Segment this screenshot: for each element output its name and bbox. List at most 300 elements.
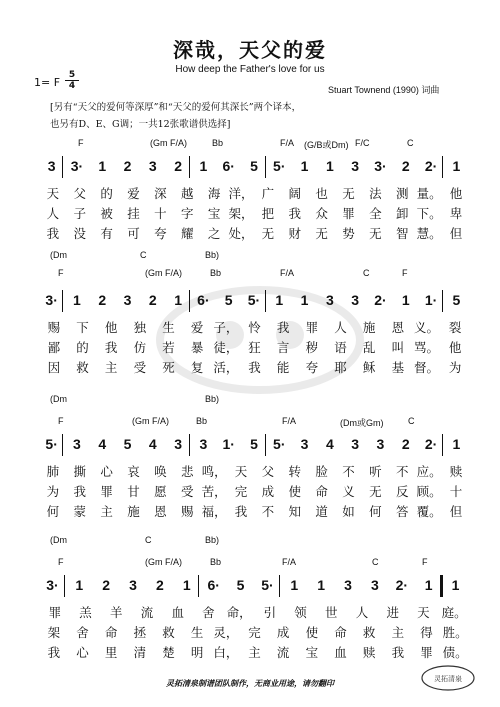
- lyric-char: 徒，: [213, 340, 239, 355]
- lyric-char: 如: [342, 504, 355, 519]
- lyric-char: 我: [248, 360, 261, 375]
- note: 2: [174, 158, 182, 174]
- note: 5: [236, 577, 245, 593]
- lyric-char: 阔: [288, 186, 302, 201]
- lyric-char: 舍: [76, 625, 89, 640]
- lyric-char: 处，: [228, 226, 254, 241]
- lyric-char: 但: [449, 226, 463, 241]
- lyric-char: 我: [73, 484, 87, 499]
- note: 2·: [424, 158, 438, 174]
- chord-label: F/A: [280, 138, 295, 148]
- note: 3: [123, 292, 132, 308]
- lyric-char: 他: [104, 320, 118, 335]
- lyric-char: 稣: [362, 360, 376, 375]
- lyric-char: 心: [100, 464, 113, 479]
- key-signature: 1= F: [34, 76, 61, 89]
- lyric-char: 罪: [48, 605, 62, 620]
- bar-line: [442, 434, 443, 456]
- note: 2: [401, 158, 410, 174]
- lyric-char: 反: [396, 484, 409, 499]
- lyric-char: 怜: [248, 320, 261, 335]
- chord-label: Bb: [212, 138, 224, 148]
- lyric-char: 何: [369, 504, 382, 519]
- note: 5: [452, 292, 461, 308]
- lyric-char: 答: [396, 504, 409, 519]
- chord-label: F: [402, 268, 408, 278]
- lyric-char: 罪: [342, 206, 355, 221]
- note: 1: [73, 292, 81, 308]
- lyric-char: 清: [133, 645, 147, 660]
- lyric-char: 人: [355, 605, 369, 620]
- lyric-char: 因: [47, 360, 61, 375]
- bar-line: [279, 575, 280, 597]
- lyric-char: 叫: [391, 340, 405, 355]
- lyric-char: 天: [417, 605, 430, 620]
- lyric-char: 没: [73, 226, 87, 241]
- lyric-char: 覆。: [416, 504, 442, 519]
- note: 1: [300, 158, 309, 174]
- chord-label: F: [78, 138, 84, 148]
- note: 1: [75, 577, 84, 593]
- lyric-char: 应。: [416, 464, 442, 479]
- page-subtitle: How deep the Father's love for us: [175, 64, 325, 75]
- lyric-char: 暴: [190, 340, 204, 355]
- bar-line: [62, 156, 63, 178]
- lyric-char: 鸣，: [201, 464, 227, 479]
- lyric-char: 督。: [413, 360, 439, 375]
- note: 5·: [45, 436, 58, 452]
- lyric-char: 无: [369, 484, 382, 499]
- lyric-char: 天: [46, 186, 60, 201]
- note: 1: [98, 158, 107, 174]
- note: 3: [371, 577, 379, 593]
- note: 2·: [424, 436, 438, 452]
- bar-line: [189, 156, 190, 178]
- lyric-char: 舍: [202, 605, 215, 620]
- lyric-char: 心: [76, 645, 89, 660]
- author-credit: Stuart Townend (1990) 词曲: [328, 85, 440, 95]
- lyric-char: 无: [315, 226, 328, 241]
- bar-line: [265, 434, 266, 456]
- lyric-char: 下。: [416, 206, 442, 221]
- lyric-char: 之: [207, 226, 221, 241]
- lyric-char: 主: [391, 625, 405, 640]
- lyric-char: 胜。: [442, 625, 468, 640]
- lyric-char: 独: [133, 320, 147, 335]
- lyric-char: 完: [234, 484, 248, 499]
- chord-label: (Dm: [50, 394, 67, 404]
- lyric-char: 众: [315, 206, 328, 221]
- lyric-char: 势: [342, 226, 355, 241]
- lyric-char: 恩: [154, 504, 167, 519]
- lyric-char: 血: [171, 605, 184, 620]
- lyric-char: 楚: [162, 645, 175, 660]
- lyric-char: 我: [46, 226, 60, 241]
- lyric-char: 罪: [100, 484, 113, 499]
- lyric-char: 白，: [213, 645, 239, 660]
- lyric-char: 耶: [334, 360, 347, 375]
- chord-label: Bb: [210, 268, 222, 278]
- lyric-char: 父: [73, 186, 87, 201]
- lyric-char: 听: [369, 464, 382, 479]
- lyric-char: 为: [448, 360, 462, 375]
- lyric-char: 洋，: [228, 186, 254, 201]
- lyric-char: 哀: [127, 464, 140, 479]
- lyric-char: 我: [104, 340, 118, 355]
- lyric-char: 拯: [133, 625, 147, 640]
- note: 2: [102, 577, 111, 593]
- chord-label: Bb): [205, 394, 220, 404]
- lyric-char: 我: [47, 645, 61, 660]
- lyric-char: 义: [342, 484, 355, 499]
- note: 5·: [273, 158, 286, 174]
- lyric-char: 赎: [362, 645, 376, 660]
- lyric-char: 愿: [154, 484, 167, 499]
- lyric-char: 他: [449, 186, 463, 201]
- note: 3: [300, 436, 309, 452]
- page-title: 深哉，天父的爱: [173, 38, 327, 62]
- notation-row: [0, 290, 500, 312]
- lyric-char: 智: [396, 226, 409, 241]
- chord-label: (Gm F/A): [145, 557, 182, 567]
- chord-label: Bb): [205, 535, 220, 545]
- lyric-char: 我: [391, 645, 405, 660]
- note: 2: [123, 158, 132, 174]
- lyric-char: 基: [391, 360, 405, 375]
- notation-row: [0, 575, 500, 597]
- lyric-char: 赐: [47, 320, 61, 335]
- note: 2: [148, 292, 157, 308]
- lyric-char: 领: [294, 605, 307, 620]
- note: 1: [174, 292, 182, 308]
- lyric-char: 无: [369, 226, 382, 241]
- lyric-char: 不: [342, 464, 355, 479]
- lyric-char: 甘: [127, 484, 140, 499]
- chord-label: (Gm F/A): [150, 138, 187, 148]
- lyric-char: 受: [181, 484, 194, 499]
- lyric-char: 成: [276, 625, 290, 640]
- lyric-char: 不: [261, 504, 275, 519]
- note: 3: [47, 158, 56, 174]
- note: 3·: [46, 577, 59, 593]
- note: 3: [344, 577, 352, 593]
- notation-row: [0, 434, 500, 456]
- note: 4: [98, 436, 107, 452]
- lyric-char: 债。: [442, 645, 468, 660]
- chord-label: (Dm: [50, 250, 67, 260]
- note: 1: [199, 158, 208, 174]
- lyric-char: 施: [127, 504, 140, 519]
- lyric-char: 世: [325, 605, 338, 620]
- lyric-char: 乱: [362, 340, 376, 355]
- lyric-char: 主: [104, 360, 118, 375]
- lyric-char: 秽: [305, 340, 319, 355]
- note: 1: [290, 577, 299, 593]
- chord-label: (Dm或Gm): [340, 418, 384, 428]
- chord-label: F/A: [282, 557, 297, 567]
- lyric-char: 骂。: [413, 340, 439, 355]
- lyric-char: 法: [369, 186, 382, 201]
- lyric-char: 但: [449, 504, 463, 519]
- lyric-char: 我: [234, 504, 248, 519]
- lyric-char: 爱: [190, 320, 204, 335]
- lyric-char: 的: [100, 186, 113, 201]
- lyric-char: 成: [261, 484, 275, 499]
- lyric-char: 灵，: [213, 625, 239, 640]
- note: 3·: [70, 158, 84, 174]
- lyric-char: 罪: [420, 645, 433, 660]
- lyric-char: 命: [104, 625, 118, 640]
- note: 3: [174, 436, 182, 452]
- chord-label: F/C: [355, 138, 370, 148]
- lyric-char: 受: [133, 360, 147, 375]
- lyric-char: 流: [276, 645, 290, 660]
- note: 1: [424, 577, 433, 593]
- lyric-char: 得: [420, 625, 433, 640]
- lyric-char: 爱: [127, 186, 140, 201]
- bar-line: [442, 156, 443, 178]
- chord-label: C: [407, 138, 414, 148]
- lyric-char: 引: [263, 605, 277, 620]
- lyric-char: 宝: [305, 645, 319, 660]
- lyric-char: 架: [47, 625, 61, 640]
- note: 1: [452, 436, 461, 452]
- lyric-char: 鄙: [47, 340, 61, 355]
- lyric-char: 复: [190, 360, 204, 375]
- lyric-char: 全: [369, 206, 382, 221]
- lyric-char: 无: [261, 226, 275, 241]
- lyric-char: 脸: [315, 464, 328, 479]
- lyric-char: 知: [288, 504, 302, 519]
- lyric-char: 无: [342, 186, 355, 201]
- bar-line: [442, 290, 443, 312]
- note: 5: [250, 158, 258, 174]
- lyric-char: 赐: [181, 504, 194, 519]
- lyric-char: 的: [76, 340, 89, 355]
- lyric-char: 下: [76, 320, 89, 335]
- lyric-char: 里: [104, 645, 118, 660]
- note: 1·: [424, 292, 438, 308]
- lyric-char: 流: [140, 605, 154, 620]
- time-signature-bottom: 4: [65, 80, 79, 91]
- chord-label: (Gm F/A): [145, 268, 182, 278]
- lyric-char: 子: [73, 206, 87, 221]
- lyric-char: 狂: [248, 340, 261, 355]
- note: 4: [148, 436, 157, 452]
- lyric-char: 救: [362, 625, 376, 640]
- time-signature: [65, 70, 79, 91]
- lyric-char: 蒙: [73, 504, 87, 519]
- bar-line: [265, 290, 266, 312]
- lyric-char: 赎: [449, 464, 463, 479]
- logo-icon: [420, 662, 476, 692]
- lyric-char: 顾。: [416, 484, 442, 499]
- lyric-char: 进: [386, 605, 399, 620]
- lyric-char: 生: [190, 625, 204, 640]
- note: 1: [451, 577, 460, 593]
- lyric-char: 子，: [213, 320, 239, 335]
- note: 2·: [395, 577, 409, 593]
- chord-label: F: [58, 416, 64, 426]
- bar-line: [62, 290, 63, 312]
- lyric-char: 慧。: [416, 226, 442, 241]
- note: 1: [325, 158, 334, 174]
- lyric-char: 庭。: [441, 605, 467, 620]
- note: 5·: [273, 436, 286, 452]
- lyric-char: 卑: [449, 206, 463, 221]
- lyric-char: 人: [46, 206, 60, 221]
- lyric-char: 悲: [181, 464, 194, 479]
- chord-label: Bb): [205, 250, 220, 260]
- lyric-char: 福，: [201, 504, 227, 519]
- lyric-char: 我: [276, 320, 290, 335]
- lyric-char: 财: [288, 226, 302, 241]
- bar-line: [265, 156, 266, 178]
- lyric-char: 命: [334, 625, 347, 640]
- lyric-char: 人: [334, 320, 347, 335]
- note: 1: [401, 292, 410, 308]
- lyric-char: 不: [396, 464, 409, 479]
- note: 1: [182, 577, 191, 593]
- lyric-char: 仿: [133, 340, 147, 355]
- chord-label: (Dm: [50, 535, 67, 545]
- note: 3: [129, 577, 137, 593]
- lyric-char: 我: [288, 206, 302, 221]
- lyric-char: 宝: [207, 206, 221, 221]
- note: 1·: [222, 436, 235, 452]
- note: 2: [98, 292, 107, 308]
- lyric-char: 羔: [79, 605, 92, 620]
- lyric-char: 夸: [154, 226, 167, 241]
- chord-label: C: [145, 535, 152, 545]
- chord-label: F: [422, 557, 428, 567]
- note: 5: [224, 292, 233, 308]
- lyric-char: 救: [162, 625, 175, 640]
- lyric-char: 何: [46, 504, 60, 519]
- lyric-char: 父: [261, 464, 275, 479]
- note: 3: [73, 436, 81, 452]
- note: 5: [250, 436, 258, 452]
- note: 3: [376, 436, 385, 452]
- note: 5·: [261, 577, 274, 593]
- lyric-char: 言: [276, 340, 290, 355]
- chord-label: F/A: [280, 268, 295, 278]
- bar-line: [440, 575, 443, 597]
- lyric-char: 活，: [213, 360, 239, 375]
- lyric-char: 裂: [448, 320, 462, 335]
- chord-label: F: [58, 557, 64, 567]
- bar-line: [189, 434, 190, 456]
- lyric-char: 生: [162, 320, 175, 335]
- lyric-char: 卸: [396, 206, 409, 221]
- note: 3·: [374, 158, 387, 174]
- lyric-char: 语: [334, 340, 347, 355]
- chord-label: (Gm F/A): [132, 416, 169, 426]
- time-signature-top: 5: [68, 70, 76, 80]
- lyric-char: 转: [288, 464, 302, 479]
- chord-label: Bb: [210, 557, 222, 567]
- note: 3: [148, 158, 157, 174]
- lyric-char: 义。: [413, 320, 439, 335]
- note: 5·: [247, 292, 261, 308]
- lyric-char: 恩: [391, 320, 405, 335]
- chord-label: F: [58, 268, 64, 278]
- lyric-char: 十: [449, 484, 463, 499]
- note: 2: [401, 436, 410, 452]
- lyric-char: 挂: [127, 206, 140, 221]
- lyric-char: 血: [334, 645, 347, 660]
- note: 3·: [45, 292, 58, 308]
- bar-line: [189, 290, 190, 312]
- lyric-char: 夸: [305, 360, 319, 375]
- lyric-char: 罪: [305, 320, 319, 335]
- lyric-char: 命: [315, 484, 328, 499]
- lyric-char: 十: [154, 206, 167, 221]
- note: 6·: [197, 292, 210, 308]
- lyric-char: 广: [261, 186, 275, 201]
- chord-label: (G/B或Dm): [304, 140, 349, 150]
- lyric-char: 肺: [46, 464, 60, 479]
- lyric-char: 越: [181, 186, 194, 201]
- note: 2: [156, 577, 164, 593]
- footer-credit: 灵拓清泉制谱团队制作，无商业用途，请勿翻印: [166, 678, 334, 688]
- chord-label: C: [372, 557, 379, 567]
- lyric-char: 撕: [73, 464, 87, 479]
- bar-line: [198, 575, 199, 597]
- chord-label: F/A: [282, 416, 297, 426]
- chord-label: Bb: [196, 416, 208, 426]
- lyric-char: 使: [305, 625, 319, 640]
- note: 3: [325, 292, 334, 308]
- lyric-char: 唤: [154, 464, 167, 479]
- lyric-char: 能: [276, 360, 290, 375]
- lyric-char: 架，: [228, 206, 254, 221]
- chord-label: C: [140, 250, 147, 260]
- lyric-char: 救: [76, 360, 89, 375]
- note: 5: [123, 436, 132, 452]
- lyric-char: 可: [127, 226, 140, 241]
- lyric-char: 把: [261, 206, 275, 221]
- lyric-char: 他: [448, 340, 462, 355]
- note: 3: [199, 436, 208, 452]
- note: 3: [351, 158, 360, 174]
- note: 1: [275, 292, 284, 308]
- note: 6·: [207, 577, 220, 593]
- notation-row: [0, 156, 500, 178]
- lyric-char: 被: [100, 206, 113, 221]
- bar-line: [62, 434, 63, 456]
- lyric-char: 主: [248, 645, 261, 660]
- lyric-char: 量。: [416, 186, 442, 201]
- lyric-char: 海: [207, 186, 221, 201]
- note: 1: [300, 292, 309, 308]
- lyric-char: 完: [248, 625, 261, 640]
- bar-line: [64, 575, 65, 597]
- lyric-char: 明: [190, 645, 204, 660]
- lyric-char: 天: [234, 464, 248, 479]
- lyric-char: 耀: [181, 226, 194, 241]
- lyric-char: 羊: [110, 605, 123, 620]
- lyric-char: 死: [162, 360, 175, 375]
- translation-note-line2: 也另有D、E、G调；一共12张歌谱供选择]: [50, 119, 231, 130]
- note: 3: [351, 292, 360, 308]
- lyric-char: 测: [396, 186, 409, 201]
- note: 3: [351, 436, 360, 452]
- chord-label: C: [363, 268, 370, 278]
- note: 4: [325, 436, 334, 452]
- lyric-char: 道: [315, 504, 328, 519]
- lyric-char: 使: [288, 484, 302, 499]
